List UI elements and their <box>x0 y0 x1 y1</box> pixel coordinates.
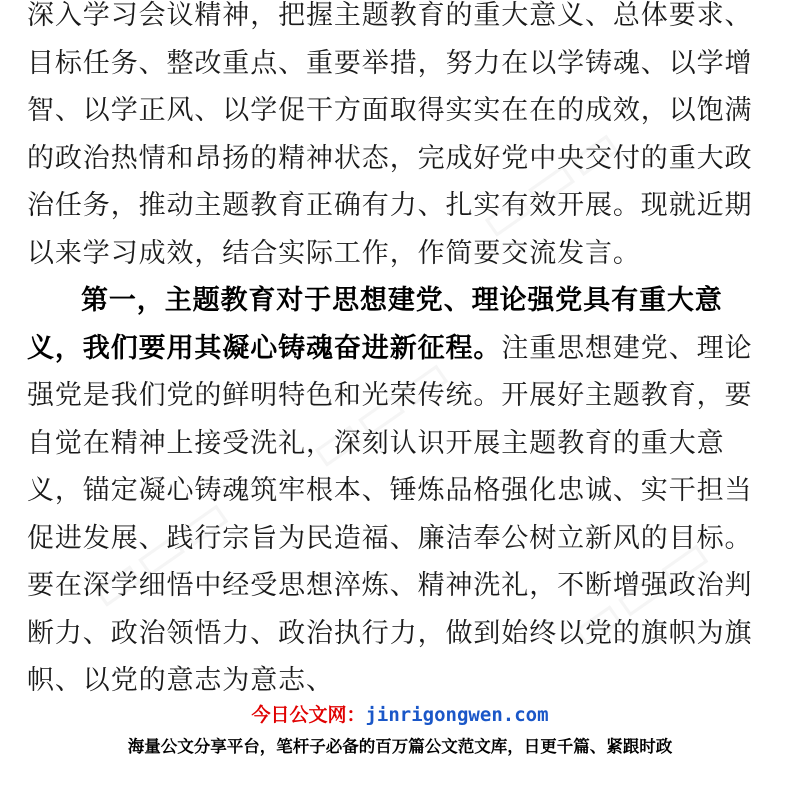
paragraph-2 <box>27 277 775 705</box>
watermark: ▭▭▭ <box>295 340 464 485</box>
watermark: ▭▭▭ <box>465 110 634 255</box>
site-banner <box>0 700 800 730</box>
paragraph-1: 深入学习会议精神，把握主题教育的重大意义、总体要求、目标任务、整改重点、重要举措，努力在以学铸魂、以学增智、以学正风、以学促干方面取得实实在在的成效，以饱满的政治热情和昂扬的精神状态，完成好党中央交付的重大政治任务，推动主题教育正确有力、扎实有效开展。现就近期以来学习成效，结合实际工作，作简要交流发言。 <box>27 0 753 269</box>
document-body <box>27 0 775 705</box>
site-slogan: 海量公文分享平台，笔杆子必备的百万篇公文范文库，日更千篇、紧跟时政 <box>127 737 673 756</box>
watermark: ▭▭▭ <box>75 480 244 625</box>
site-url-link[interactable]: jinrigongwen.com <box>365 704 549 726</box>
watermark: ▭▭▭ <box>555 520 724 665</box>
paragraph-2-heading: 第一，主题教育对于思想建党、理论强党具有重大意义，我们要用其凝心铸魂奋进新征程。 <box>27 285 723 364</box>
paragraph-2-body: 注重思想建党、理论强党是我们党的鲜明特色和光荣传统。开展好主题教育，要自觉在精神上接受洗礼，深刻认识开展主题教育的重大意义，锚定凝心铸魂筑牢根本、锤炼品格强化忠诚、实干担当促进发展、践行宗旨为民造福、廉洁奉公树立新风的目标。要在深学细悟中经受思想淬炼、精神洗礼，不断增强政治判断力、政治领悟力、政治执行力，做到始终以党的旗帜为旗帜、以党的意志为意志、 <box>27 332 753 696</box>
site-footer <box>0 700 800 760</box>
site-name: 今日公文网： <box>251 704 366 726</box>
